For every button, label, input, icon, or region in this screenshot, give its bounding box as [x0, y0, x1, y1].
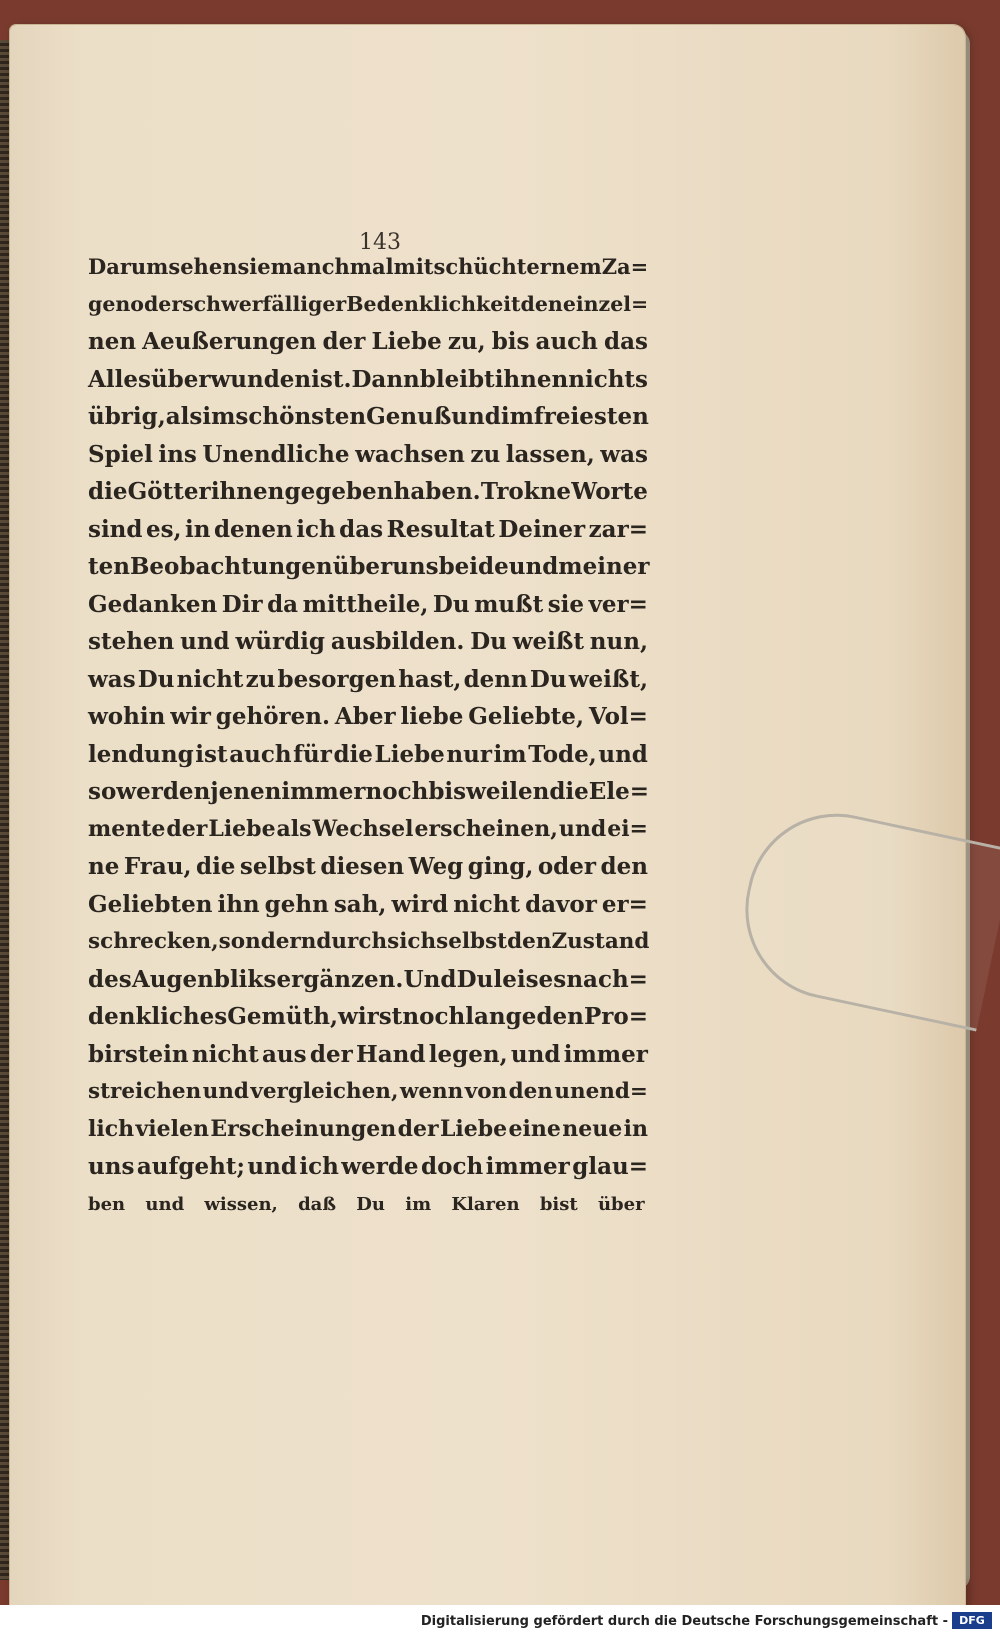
text-line: Spiel ins Unendliche wachsen zu lassen, was [88, 440, 648, 468]
text-line: stehen und würdig ausbilden. Du weißt nun, [88, 628, 648, 655]
page-number: 143 [359, 230, 401, 255]
text-line: was Du nicht zu besorgen hast, denn Du weißt, [88, 665, 648, 693]
text-line: übrig, als im schönsten Genuß und im freiesten [88, 403, 649, 430]
text-line: streichen und vergleichen, wenn von den unend= [88, 1079, 648, 1104]
text-line: schrecken, sondern durch sich selbst den Zustand [88, 929, 650, 954]
text-line: ben und wissen, daß Du im Klaren bist über [88, 1193, 645, 1215]
text-line: denkliches Gemüth, wirst noch lange den Pro= [88, 1003, 648, 1030]
text-line: ten Beobachtungen über uns beide und meiner [88, 553, 650, 580]
text-line: sind es, in denen ich das Resultat Deiner zar= [88, 515, 648, 543]
text-line: lich vielen Erscheinungen der Liebe eine neue in [88, 1115, 648, 1142]
text-line: Alles überwunden ist. Dann bleibt ihnen nichts [88, 365, 648, 393]
text-line: die Götter ihnen gegeben haben. Trokne Worte [88, 478, 648, 505]
text-line: nen Aeußerungen der Liebe zu, bis auch das [88, 328, 648, 355]
footer-credit: Digitalisierung gefördert durch die Deutsche Forschungsgemeinschaft - [420, 1614, 948, 1629]
text-line: mente der Liebe als Wechsel erscheinen, und ei= [88, 815, 648, 842]
text-line: so werden jenen immer noch bisweilen die Ele= [88, 778, 649, 805]
text-line: birstein nicht aus der Hand legen, und immer [88, 1040, 648, 1068]
text-line: ne Frau, die selbst diesen Weg ging, oder den [88, 853, 648, 880]
text-line: lendung ist auch für die Liebe nur im Tode, und [88, 740, 648, 768]
text-line: Gedanken Dir da mittheile, Du mußt sie ver= [88, 590, 648, 618]
text-line: Geliebten ihn gehn sah, wird nicht davor er= [88, 890, 648, 918]
dfg-logo: DFG [952, 1612, 992, 1629]
text-line: Darum sehen sie manchmal mit schüchternem Za= [88, 254, 649, 279]
text-line: des Augenbliks ergänzen. Und Du leises nach= [88, 965, 648, 993]
body-text [88, 248, 648, 1223]
text-line: wohin wir gehören. Aber liebe Geliebte, Vol= [88, 703, 648, 730]
text-line: uns aufgeht; und ich werde doch immer glau= [88, 1153, 648, 1180]
text-line: gen oder schwerfälliger Bedenklichkeit den einzel= [88, 291, 649, 316]
